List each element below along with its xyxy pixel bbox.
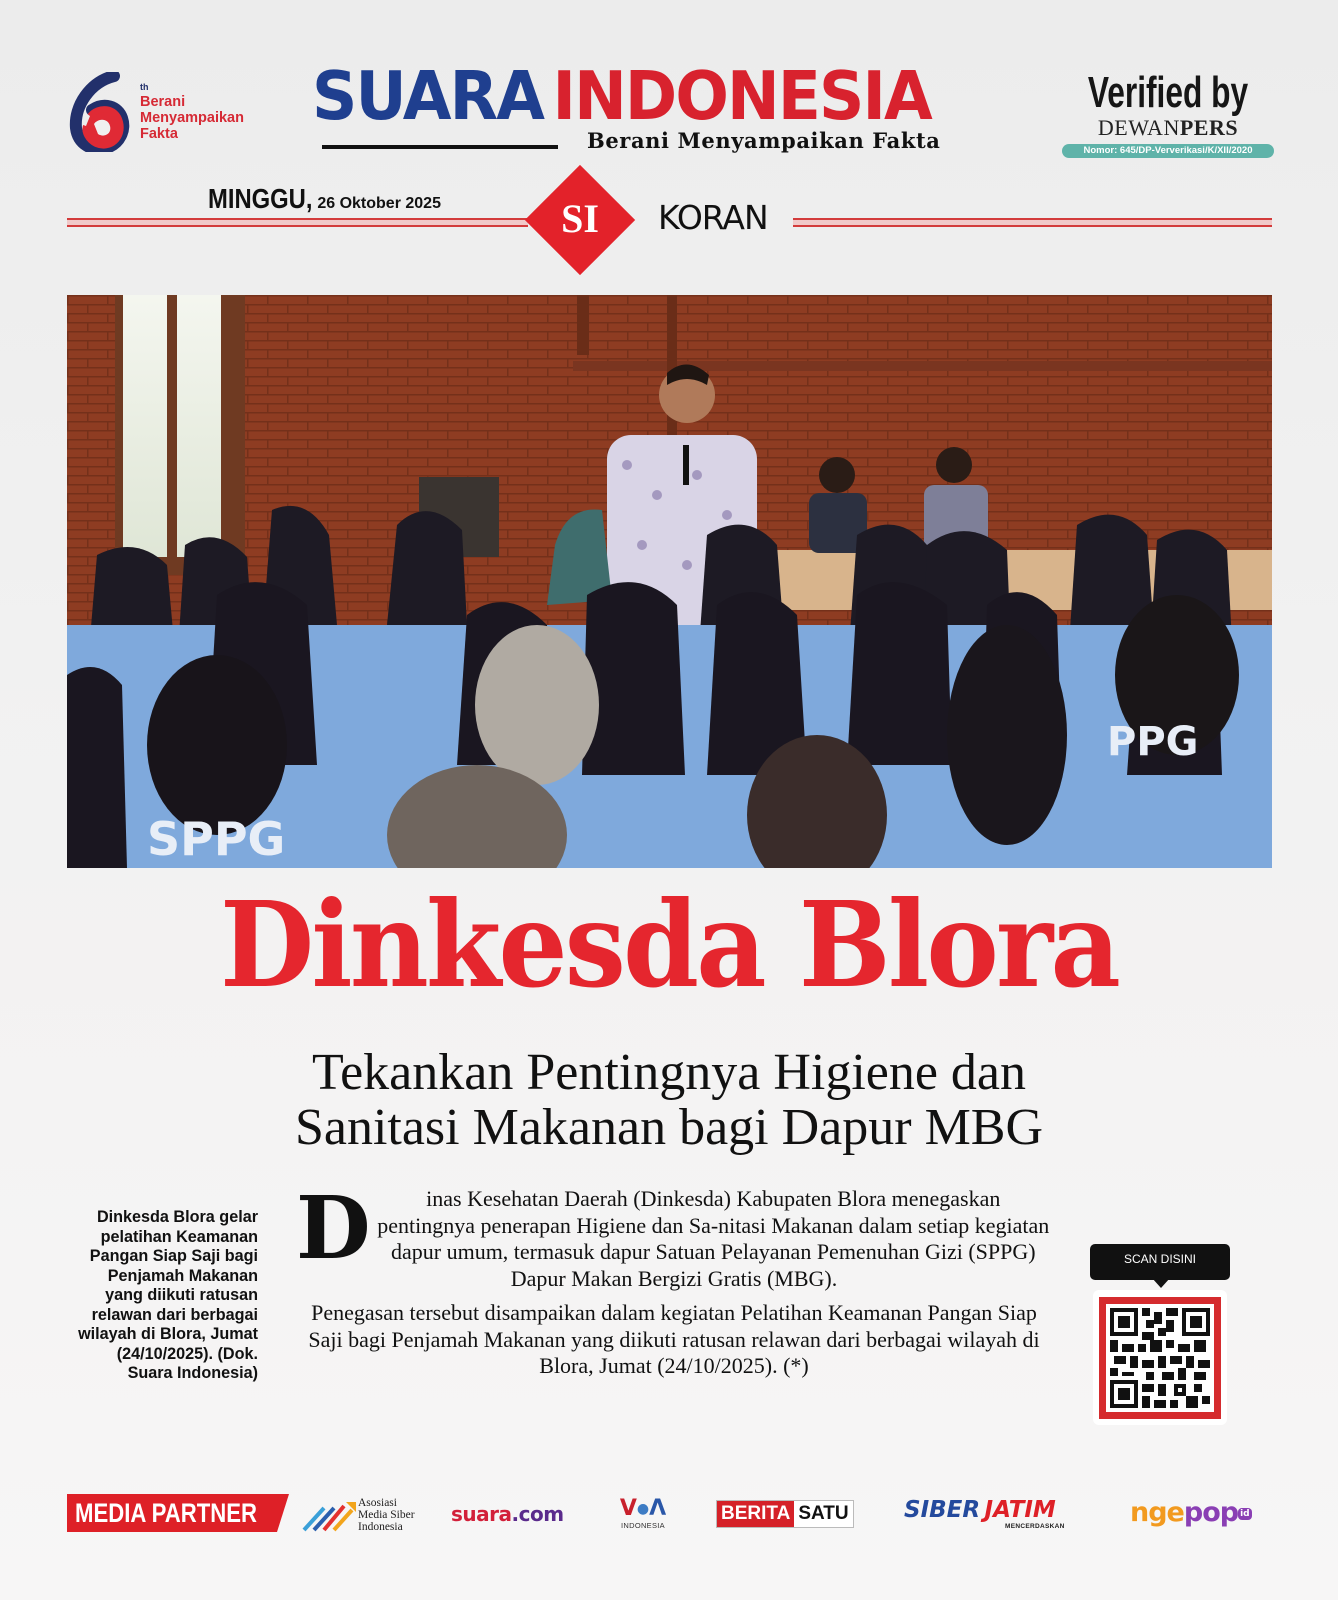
berita-satu-logo[interactable]: [716, 1500, 854, 1528]
siber-word: SIBER: [904, 1497, 981, 1523]
masthead-title: [312, 58, 931, 134]
article-subheadline: [0, 1045, 1338, 1155]
six-anniversary-icon: [68, 72, 130, 152]
amsi-logo-text: [358, 1497, 415, 1533]
dateline: [208, 183, 441, 215]
drop-cap: D: [296, 1178, 371, 1279]
edition-label: KORAN: [658, 198, 768, 237]
article-headline: Dinkesda Blora: [219, 875, 1119, 1014]
anniversary-line: Fakta: [140, 126, 178, 142]
ngepop-id: id: [1240, 1508, 1250, 1519]
scan-label: SCAN DISINI: [1090, 1244, 1230, 1280]
suara-com-word: suara: [451, 1502, 512, 1526]
amsi-line: Asosiasi: [358, 1497, 397, 1509]
scan-label-pointer: [1152, 1278, 1170, 1288]
voa-indonesia-logo[interactable]: [613, 1497, 673, 1530]
ngepop-pop: pop: [1183, 1497, 1239, 1528]
voa-mark: V●Λ: [619, 1496, 667, 1521]
dateline-day: MINGGU,: [208, 183, 313, 214]
anniversary-line: Berani: [140, 94, 186, 110]
satu-word: SATU: [794, 1501, 852, 1527]
shirt-text-sppg-right: PPG: [1107, 719, 1199, 765]
masthead-word-indonesia: INDONESIA: [552, 57, 931, 135]
article-paragraph: inas Kesehatan Daerah (Dinkesda) Kabupaten Blora menegaskan pentingnya penerapan Higiene dan Sa-nitasi Makanan dalam setiap kegiatan dapur umum, termasuk dapur Satuan Pelayanan Pemenuhan Gizi (SPPG) Dapur Makan Bergizi Gratis (MBG).: [377, 1186, 1050, 1291]
pers-label: PERS: [1179, 115, 1239, 140]
photo-caption: Dinkesda Blora gelar pelatihan Keamanan Pangan Siap Saji bagi Penjamah Makanan yang diikuti ratusan relawan dari berbagai wilayah di Blora, Jumat (24/10/2025). (Dok. Suara Indonesia): [78, 1208, 258, 1382]
siber-jatim-logo[interactable]: [904, 1497, 1056, 1523]
verified-badge: [1052, 70, 1284, 162]
anniversary-line: Menyampaikan: [140, 110, 244, 126]
anniversary-ordinal: th: [140, 82, 149, 92]
article-photo: [67, 295, 1272, 868]
dewan-pers-label: [1052, 116, 1284, 140]
dateline-date: 26 Oktober 2025: [317, 195, 441, 212]
amsi-line: Media Siber: [358, 1509, 415, 1521]
voa-subtitle: INDONESIA: [621, 1521, 665, 1530]
ngepop-logo[interactable]: [1130, 1497, 1252, 1528]
dewan-label: DEWAN: [1097, 115, 1180, 140]
si-badge-text: SI: [561, 196, 599, 241]
siber-jatim-tagline: MENCERDASKAN: [1005, 1523, 1065, 1530]
article-paragraph: Penegasan tersebut disampaikan dalam kegiatan Pelatihan Keamanan Pangan Siap Saji bagi Penjamah Makanan yang diikuti ratusan relawan dari berbagai wilayah di Blora, Jumat (24/10/2025). (*): [308, 1300, 1040, 1378]
anniversary-slogan: [140, 94, 244, 142]
shirt-text-sppg-left: SPPG: [147, 812, 286, 866]
training-session-photo: [67, 295, 1272, 868]
suara-com-tld: .com: [511, 1502, 564, 1526]
berita-word: BERITA: [717, 1501, 794, 1527]
amsi-logo-icon: [302, 1500, 357, 1532]
header-divider-right: [793, 218, 1272, 227]
subheadline-line: Sanitasi Makanan bagi Dapur MBG: [294, 1099, 1044, 1156]
media-partner-label: MEDIA PARTNER: [75, 1498, 258, 1528]
amsi-line: Indonesia: [358, 1521, 403, 1533]
masthead-word-suara: SUARA: [312, 57, 544, 135]
masthead-rule: [322, 145, 558, 149]
masthead-tagline: Berani Menyampaikan Fakta: [587, 128, 941, 153]
ngepop-nge: nge: [1130, 1497, 1184, 1528]
verified-title: Verified by: [1087, 68, 1249, 117]
article-body: [296, 1178, 1050, 1380]
qr-code-icon[interactable]: [1110, 1308, 1210, 1408]
anniversary-logo: [68, 72, 288, 152]
verification-number: Nomor: 645/DP-Ververikasi/K/XII/2020: [1062, 144, 1274, 158]
header-divider-left: [67, 218, 528, 227]
jatim-word: JATIM: [984, 1497, 1056, 1523]
suara-com-logo[interactable]: [451, 1502, 564, 1526]
subheadline-line: Tekankan Pentingnya Higiene dan: [311, 1044, 1027, 1101]
